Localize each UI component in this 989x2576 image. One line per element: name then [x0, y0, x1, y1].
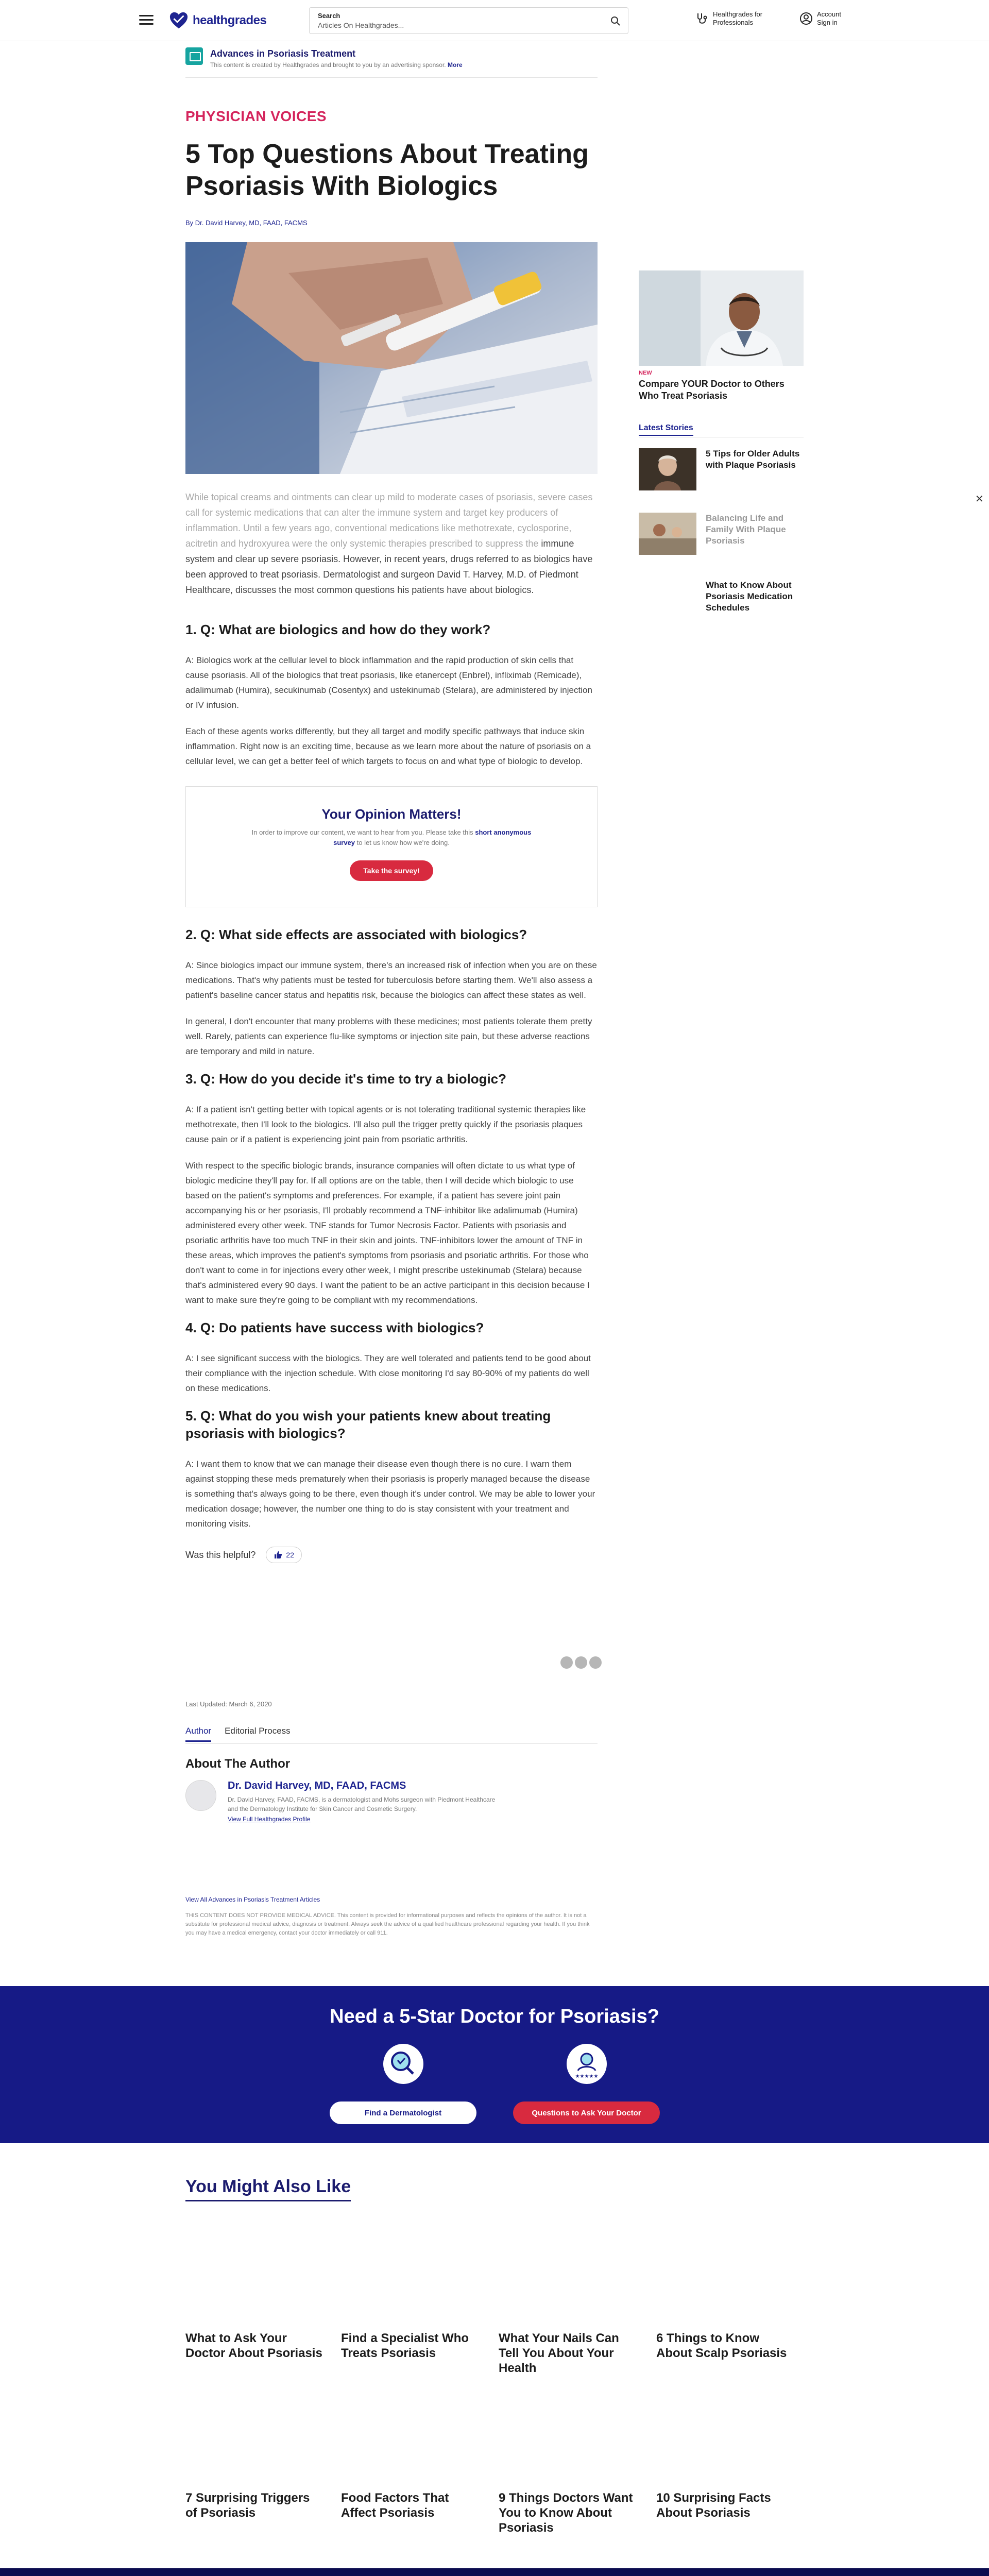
answer-4-paragraph-1: A: I see significant success with the biologics. They are well tolerated and patients tend to be good about their compliance with the injection schedule. With close monitoring I'd say 80-90% of my patients do well on these medications. [185, 1353, 591, 1393]
helpful-thumbs-up-button[interactable] [266, 1547, 302, 1563]
logo-text: healthgrades [193, 13, 267, 27]
cta-title: Need a 5-Star Doctor for Psoriasis? [330, 2006, 659, 2027]
related-article-card[interactable] [499, 2231, 638, 2376]
survey-title: Your Opinion Matters! [321, 806, 462, 822]
sponsor-more-link[interactable]: More [447, 61, 463, 69]
share-email-icon[interactable] [589, 1656, 602, 1669]
take-survey-button[interactable]: Take the survey! [350, 860, 433, 881]
last-updated: Last Updated: March 6, 2020 [185, 1700, 272, 1708]
article-body [185, 621, 598, 1563]
card-image [499, 2231, 638, 2324]
question-4: 4. Q: Do patients have success with biologics? [185, 1320, 484, 1335]
related-article-card[interactable] [656, 2231, 795, 2361]
question-5: 5. Q: What do you wish your patients knew about treating psoriasis with biologics? [185, 1408, 551, 1441]
pro-line-1: Healthgrades for [713, 10, 763, 18]
survey-text [247, 827, 536, 848]
answer-5-paragraph-1: A: I want them to know that we can manage their disease even though there is no cure. I warn them against stopping these meds prematurely when their psoriasis is properly managed because the disease is something that's always going to be there, even though it's under control. We may be able to lower your medication dosage; however, the number one thing to do is stay consistent with your treatment and monitoring visits. [185, 1459, 595, 1529]
author-block [185, 1780, 598, 1823]
healthgrades-logo[interactable] [169, 10, 266, 31]
helpful-count: 22 [286, 1551, 294, 1559]
answer-3-paragraph-1: A: If a patient isn't getting better with topical agents or is not tolerating traditional systemic therapies like methotrexate, then I'll look to the biologics. I'll also pull the trigger pretty quickly if the psoriasis plaques cause pain or if a patient is experiencing joint pain from psoriatic arthritis. [185, 1105, 586, 1144]
related-article-card[interactable] [185, 2391, 325, 2520]
sponsor-note [210, 61, 463, 69]
related-article-card[interactable] [341, 2391, 480, 2520]
survey-box [185, 786, 598, 907]
hero-image-injection-pen [185, 242, 598, 474]
share-twitter-icon[interactable] [575, 1656, 587, 1669]
heart-logo-icon [169, 11, 189, 30]
intro-faded-text: While topical creams and ointments can clear up mild to moderate cases of psoriasis, severe cases call for systemic medications that can alter the immune system and target key producers of inflammation. Until a few years ago, conventional medications like methotrexate, cyclosporine, acitretin and hydroxyurea were the only systemic therapies prescribed to suppress the [185, 492, 593, 549]
sponsor-title[interactable]: Advances in Psoriasis Treatment [210, 48, 356, 59]
find-dermatologist-button[interactable]: Find a Dermatologist [330, 2102, 476, 2124]
tab-editorial-process[interactable]: Editorial Process [225, 1726, 291, 1736]
menu-icon[interactable] [139, 15, 154, 25]
card-title: 10 Surprising Facts About Psoriasis [656, 2491, 771, 2520]
card-title: 6 Things to Know About Scalp Psoriasis [656, 2331, 787, 2360]
avatar [185, 1780, 216, 1811]
related-article-card[interactable] [341, 2231, 480, 2361]
card-image [341, 2231, 480, 2324]
article-eyebrow: PHYSICIAN VOICES [185, 108, 327, 124]
answer-2-paragraph-1: A: Since biologics impact our immune system, there's an increased risk of infection when you are on these medications. That's why patients must be tested for tuberculosis before starting them. We'll also assess a patient's baseline cancer status and hepatitis risk, because the biologics can affect these states as well. [185, 960, 597, 1000]
author-bio: Dr. David Harvey, FAAD, FACMS, is a dermatologist and Mohs surgeon with Piedmont Healthcare and the Dermatology Institute for Skin Cancer and Cosmetic Surgery. [228, 1796, 496, 1812]
view-all-articles-link[interactable]: View All Advances in Psoriasis Treatment Articles [185, 1896, 320, 1903]
account-link[interactable] [799, 10, 841, 27]
divider [185, 1743, 598, 1744]
magnifier-doctor-icon [383, 2044, 423, 2084]
answer-2-paragraph-2: In general, I don't encounter that many problems with these medicines; most patients tolerate them pretty well. Rarely, patients can experience flu-like symptoms or injection site pain, but these adverse reactions are temporary and mild in nature. [185, 1016, 592, 1056]
card-image [185, 2391, 325, 2483]
account-line-2: Sign in [817, 19, 838, 26]
story-thumbnail [639, 580, 696, 622]
five-star-doctor-icon [567, 2044, 607, 2084]
sponsor-topic-icon [185, 47, 203, 65]
related-article-card[interactable] [499, 2391, 638, 2535]
questions-to-ask-button[interactable]: Questions to Ask Your Doctor [513, 2102, 660, 2124]
thumbs-up-icon [274, 1550, 283, 1560]
search-placeholder: Articles On Healthgrades... [318, 21, 404, 29]
card-title: Food Factors That Affect Psoriasis [341, 2491, 449, 2520]
answer-1-paragraph-1: A: Biologics work at the cellular level to block inflammation and the rapid production of skin cells that cause psoriasis. All of the biologics that treat psoriasis, like etanercept (Enbrel), infliximab (Remicade), adalimumab (Humira), secukinumab (Cosentyx) and ustekinumab (Stelara), are administered by injection or IV infusion. [185, 655, 592, 710]
share-row [556, 1656, 598, 1669]
latest-story-item[interactable] [639, 513, 804, 555]
you-might-also-like-heading: You Might Also Like [185, 2177, 351, 2201]
search-icon[interactable] [610, 16, 621, 26]
card-image [656, 2231, 795, 2324]
story-thumbnail [639, 448, 696, 490]
helpful-label: Was this helpful? [185, 1549, 256, 1560]
card-title: What Your Nails Can Tell You About Your Health [499, 2331, 619, 2375]
sponsor-note-text: This content is created by Healthgrades and brought to you by an advertising sponsor. [210, 61, 446, 69]
search-label: Search [318, 12, 340, 20]
share-facebook-icon[interactable] [560, 1656, 573, 1669]
story-title: 5 Tips for Older Adults with Plaque Psoriasis [706, 449, 800, 470]
article-byline[interactable]: By Dr. David Harvey, MD, FAAD, FACMS [185, 219, 308, 227]
author-profile-link[interactable]: View Full Healthgrades Profile [228, 1816, 311, 1823]
tab-author[interactable]: Author [185, 1726, 211, 1742]
search-input[interactable] [309, 7, 628, 34]
author-tabs [185, 1726, 304, 1742]
question-3: 3. Q: How do you decide it's time to try a biologic? [185, 1071, 507, 1087]
author-name[interactable]: Dr. David Harvey, MD, FAAD, FACMS [228, 1780, 406, 1791]
related-article-card[interactable] [656, 2391, 795, 2520]
card-image [341, 2391, 480, 2483]
card-title: 7 Surprising Triggers of Psoriasis [185, 2491, 310, 2520]
article-intro [185, 489, 598, 598]
related-article-card[interactable] [185, 2231, 325, 2361]
story-title: Balancing Life and Family With Plaque Psoriasis [706, 513, 786, 546]
about-author-heading: About The Author [185, 1757, 291, 1771]
card-image [499, 2391, 638, 2483]
doctor-portrait-image[interactable] [639, 270, 804, 366]
compare-doctor-link[interactable]: Compare YOUR Doctor to Others Who Treat Psoriasis [639, 379, 785, 401]
stethoscope-icon [695, 12, 709, 25]
latest-stories-heading: Latest Stories [639, 423, 693, 436]
sponsor-banner [185, 47, 598, 73]
intro-text: immune system and clear up severe psoriasis. However, in recent years, drugs referred to as biologics have been approved to treat psoriasis. Dermatologist and surgeon David T. Harvey, M.D. of Piedmont Healthcare, discusses the most common questions his patients have about biologics. [185, 538, 593, 595]
story-thumbnail [639, 513, 696, 555]
question-1: 1. Q: What are biologics and how do they work? [185, 622, 491, 637]
medical-disclaimer: THIS CONTENT DOES NOT PROVIDE MEDICAL ADVICE. This content is provided for informational purposes and reflects the opinions of the author. It is not a substitute for professional medical advice, diagnosis or treatment. Always seek the advice of a qualified healthcare professional regarding your health. If you think you may have a medical emergency, contact your doctor immediately or call 911. [185, 1912, 590, 1936]
card-title: What to Ask Your Doctor About Psoriasis [185, 2331, 322, 2360]
latest-story-item[interactable] [639, 580, 804, 622]
card-title: 9 Things Doctors Want You to Know About Psoriasis [499, 2491, 633, 2535]
article-headline: 5 Top Questions About Treating Psoriasis With Biologics [185, 139, 589, 201]
card-image [185, 2231, 325, 2324]
user-icon [799, 12, 813, 25]
professionals-link[interactable] [695, 10, 762, 27]
pro-line-2: Professionals [713, 19, 754, 26]
top-navigation-bar [0, 0, 989, 41]
account-line-1: Account [817, 10, 841, 18]
divider [185, 77, 598, 78]
story-title: What to Know About Psoriasis Medication Schedules [706, 580, 793, 613]
survey-text-c: to let us know how we're doing. [355, 839, 450, 846]
survey-text-a: In order to improve our content, we want to hear from you. Please take this [251, 828, 475, 836]
answer-1-paragraph-2: Each of these agents works differently, but they all target and modify specific pathways that induce skin inflammation. Right now is an exciting time, because as we learn more about the nature of psoriasis on a cellular level, we can get a better feel of which targets to focus on and what type of biologic to develop. [185, 726, 591, 766]
svg-text:★★★★★: ★★★★★ [575, 2074, 599, 2079]
find-doctor-cta [0, 1986, 989, 2143]
card-title: Find a Specialist Who Treats Psoriasis [341, 2331, 469, 2360]
answer-3-paragraph-2: With respect to the specific biologic brands, insurance companies will often dictate to us what type of biologic medicine they'll pay for. If all options are on the table, then I will decide which biologic to use based on the patient's symptoms and preferences. For example, if a patient has severe joint pain accompanying his or her psoriasis, I'll probably recommend a TNF-inhibitor like adalimumab (Humira) administered every other week. TNF stands for Tumor Necrosis Factor. Patients with psoriasis and psoriatic arthritis have too much TNF in their skin and joints. TNF-inhibitors lower the amount of TNF in these areas, which improves the patient's symptoms from psoriasis and psoriatic arthritis. For those who don't want to come in for injections every other week, I might prescribe ustekinumab (Stelara) because that's administered every 90 days. I want the patient to be an active participant in this decision because I want to make sure they're going to be compliant with my recommendations. [185, 1161, 590, 1305]
helpful-row [185, 1547, 598, 1563]
close-icon[interactable]: ✕ [975, 494, 984, 505]
latest-story-item[interactable] [639, 448, 804, 490]
question-2: 2. Q: What side effects are associated with biologics? [185, 927, 527, 942]
card-image [656, 2391, 795, 2483]
survey-link[interactable]: short anonymous survey [333, 828, 532, 846]
ad-tag: NEW [639, 370, 652, 376]
site-footer [0, 2568, 989, 2576]
